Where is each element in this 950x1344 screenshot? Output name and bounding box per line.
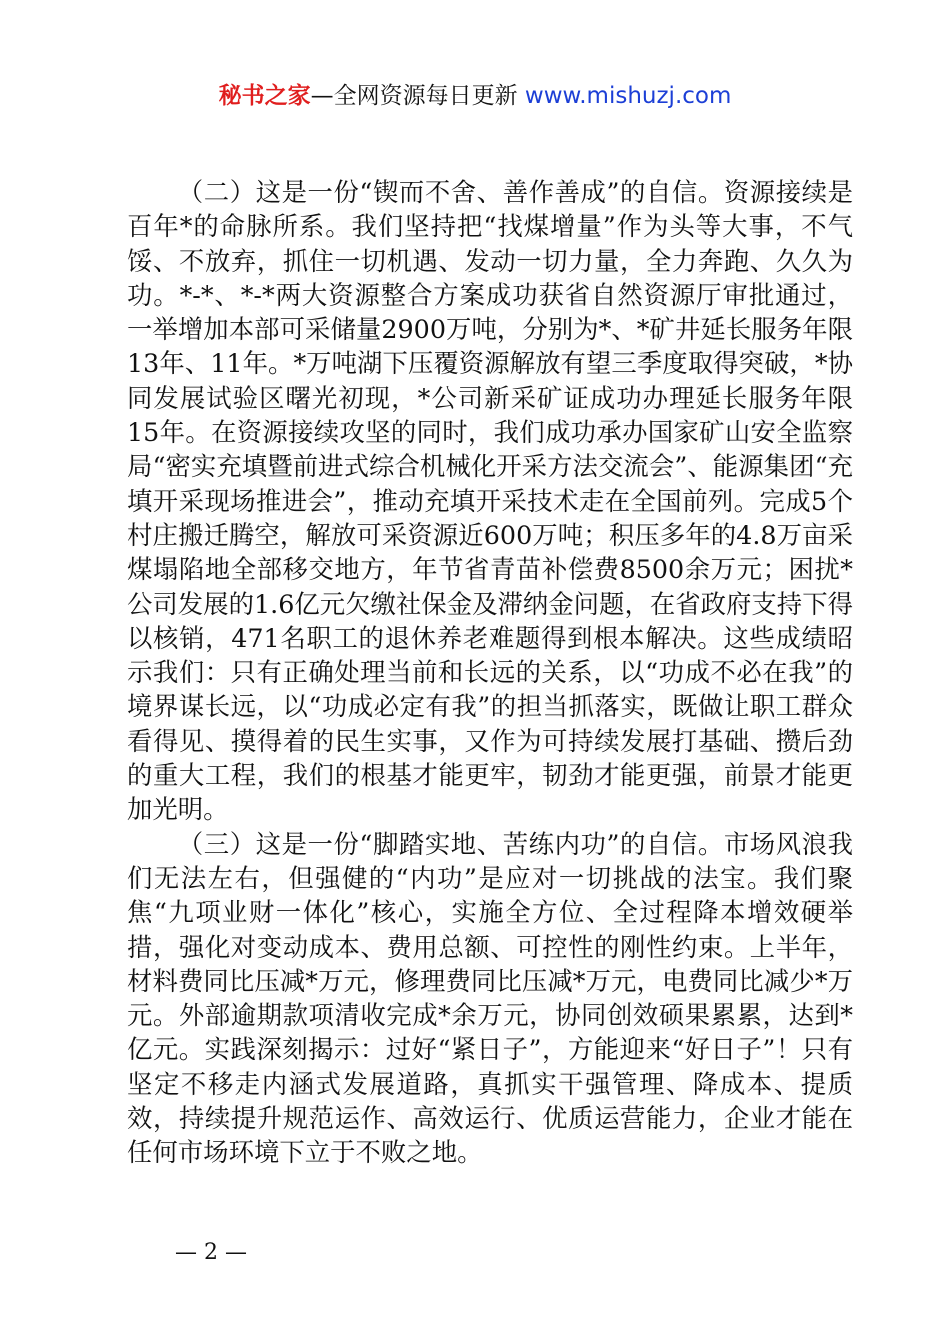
page-number: — 2 — bbox=[175, 1240, 247, 1265]
site-slogan: —全网资源每日更新 bbox=[310, 83, 525, 109]
site-header bbox=[0, 80, 950, 112]
document-body bbox=[127, 175, 853, 1170]
paragraph-2: （二）这是一份“锲而不舍、善作善成”的自信。资源接续是百年*的命脉所系。我们坚持把“找煤增量”作为头等大事，不气馁、不放弃，抓住一切机遇、发动一切力量，全力奔跑、久久为功。*-*、*-*两大资源整合方案成功获省自然资源厅审批通过，一举增加本部可采储量2900万吨，分别为*、*矿井延长服务年限13年、11年。*万吨湖下压覆资源解放有望三季度取得突破，*协同发展试验区曙光初现，*公司新采矿证成功办理延长服务年限15年。在资源接续攻坚的同时，我们成功承办国家矿山安全监察局“密实充填暨前进式综合机械化开采方法交流会”、能源集团“充填开采现场推进会”，推动充填开采技术走在全国前列。完成5个村庄搬迁腾空，解放可采资源近600万吨；积压多年的4.8万亩采煤塌陷地全部移交地方，年节省青苗补偿费8500余万元；困扰*公司发展的1.6亿元欠缴社保金及滞纳金问题，在省政府支持下得以核销，471名职工的退休养老难题得到根本解决。这些成绩昭示我们：只有正确处理当前和长远的关系，以“功成不必在我”的境界谋长远，以“功成必定有我”的担当抓落实，既做让职工群众看得见、摸得着的民生实事，又作为可持续发展打基础、攒后劲的重大工程，我们的根基才能更牢，韧劲才能更强，前景才能更加光明。 bbox=[127, 177, 853, 825]
paragraph-3: （三）这是一份“脚踏实地、苦练内功”的自信。市场风浪我们无法左右，但强健的“内功”是应对一切挑战的法宝。我们聚焦“九项业财一体化”核心，实施全方位、全过程降本增效硬举措，强化对变动成本、费用总额、可控性的刚性约束。上半年，材料费同比压减*万元，修理费同比压减*万元，电费同比减少*万元。外部逾期款项清收完成*余万元，协同创效硕果累累，达到*亿元。实践深刻揭示：过好“紧日子”，方能迎来“好日子”！只有坚定不移走内涵式发展道路，真抓实干强管理、降成本、提质效，持续提升规范运作、高效运行、优质运营能力，企业才能在任何市场环境下立于不败之地。 bbox=[127, 828, 853, 1168]
site-brand: 秘书之家 bbox=[218, 83, 311, 109]
site-url-link[interactable]: www.mishuzj.com bbox=[524, 83, 732, 109]
